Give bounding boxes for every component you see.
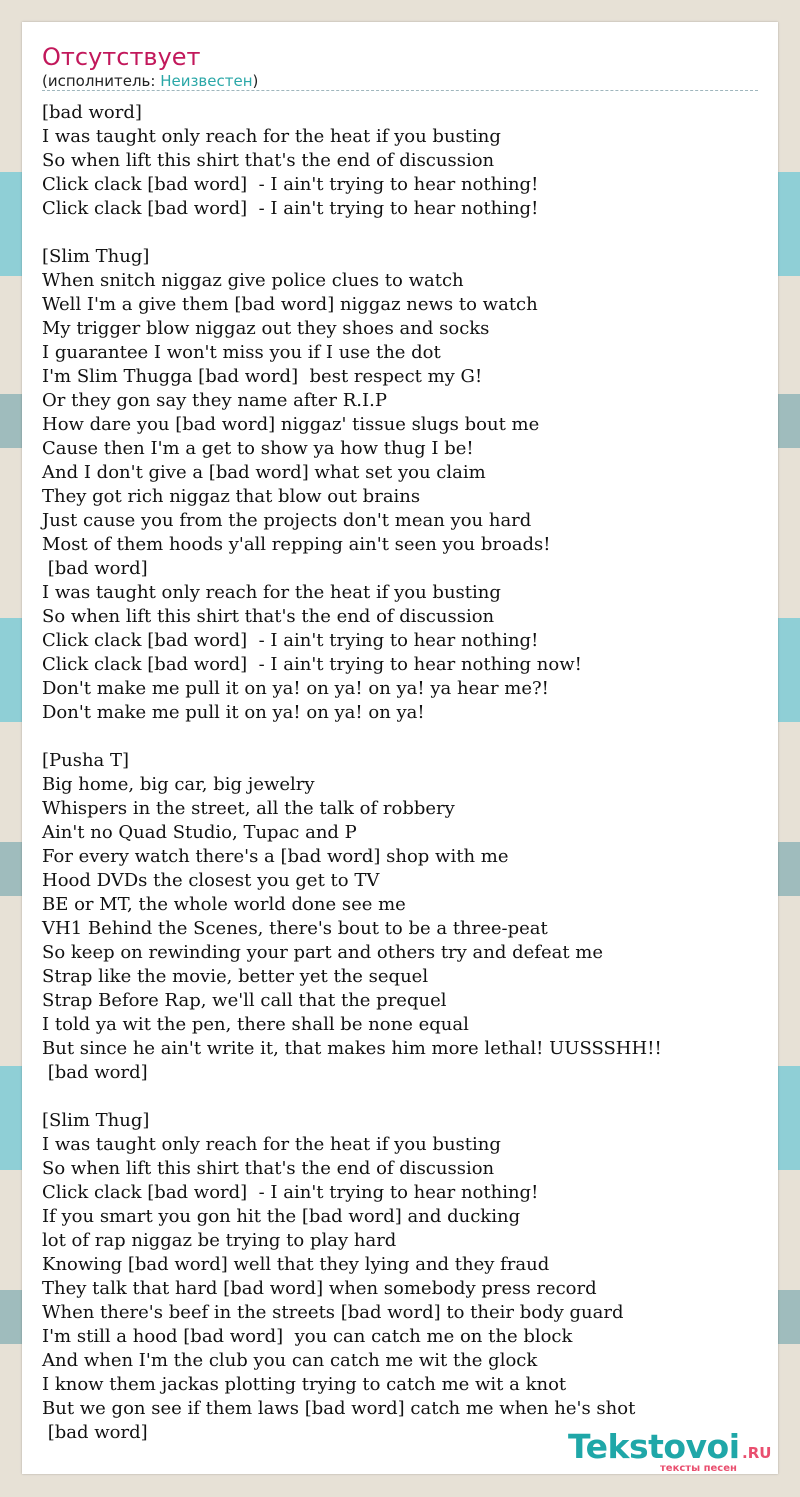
lyric-line: When there's beef in the streets [bad word] to their body guard	[42, 1302, 624, 1323]
lyric-line: Knowing [bad word] well that they lying and they fraud	[42, 1254, 550, 1275]
lyric-line: So keep on rewinding your part and others try and defeat me	[42, 942, 604, 963]
lyric-line: Click clack [bad word] - I ain't trying to hear nothing now!	[42, 654, 582, 675]
lyric-line: And when I'm the club you can catch me wit the glock	[42, 1350, 538, 1371]
lyric-line: But we gon see if them laws [bad word] catch me when he's shot	[42, 1398, 636, 1419]
lyric-line: lot of rap niggaz be trying to play hard	[42, 1230, 397, 1251]
lyric-line: I told ya wit the pen, there shall be none equal	[42, 1014, 469, 1035]
lyric-line: Cause then I'm a get to show ya how thug I be!	[42, 438, 474, 459]
song-title: Отсутствует	[42, 43, 201, 71]
lyric-line: Strap like the movie, better yet the sequel	[42, 966, 429, 987]
lyric-line: I was taught only reach for the heat if you busting	[42, 1134, 501, 1155]
lyric-line: [Slim Thug]	[42, 1110, 150, 1131]
lyric-line: Don't make me pull it on ya! on ya! on ya!	[42, 702, 425, 723]
lyric-line: Click clack [bad word] - I ain't trying to hear nothing!	[42, 174, 539, 195]
lyric-line: I'm Slim Thugga [bad word] best respect my G!	[42, 366, 483, 387]
lyric-line: VH1 Behind the Scenes, there's bout to be a three-peat	[42, 918, 548, 939]
lyric-line: Ain't no Quad Studio, Tupac and P	[42, 822, 357, 843]
artist-link[interactable]: Неизвестен	[160, 72, 253, 90]
lyric-line: Big home, big car, big jewelry	[42, 774, 315, 795]
lyric-line: Click clack [bad word] - I ain't trying to hear nothing!	[42, 630, 539, 651]
lyric-line	[42, 221, 762, 245]
lyric-line: BE or MT, the whole world done see me	[42, 894, 406, 915]
lyric-line: I was taught only reach for the heat if you busting	[42, 126, 501, 147]
lyric-line: Click clack [bad word] - I ain't trying to hear nothing!	[42, 198, 539, 219]
lyric-line: Most of them hoods y'all repping ain't seen you broads!	[42, 534, 551, 555]
lyric-line: Click clack [bad word] - I ain't trying to hear nothing!	[42, 1182, 539, 1203]
lyric-line: [bad word]	[42, 558, 148, 579]
lyric-line: I know them jackas plotting trying to catch me wit a knot	[42, 1374, 567, 1395]
lyrics-text	[42, 101, 762, 1445]
lyric-line: I was taught only reach for the heat if you busting	[42, 582, 501, 603]
lyric-line: [bad word]	[42, 1422, 148, 1443]
lyric-line: Hood DVDs the closest you get to TV	[42, 870, 380, 891]
lyrics-card	[22, 22, 778, 1474]
lyric-line: Strap Before Rap, we'll call that the prequel	[42, 990, 447, 1011]
logo-tagline: тексты песен	[660, 1463, 737, 1474]
lyric-line: [bad word]	[42, 102, 142, 123]
lyric-line: They talk that hard [bad word] when somebody press record	[42, 1278, 597, 1299]
lyric-line	[42, 1085, 762, 1109]
logo-suffix: .RU	[742, 1444, 772, 1462]
artist-suffix: )	[252, 72, 259, 90]
lyric-line: So when lift this shirt that's the end of discussion	[42, 150, 495, 171]
lyric-line: I'm still a hood [bad word] you can catch me on the block	[42, 1326, 573, 1347]
lyric-line: Whispers in the street, all the talk of robbery	[42, 798, 455, 819]
lyric-line: When snitch niggaz give police clues to watch	[42, 270, 464, 291]
lyric-line: So when lift this shirt that's the end of discussion	[42, 606, 495, 627]
lyric-line: My trigger blow niggaz out they shoes and socks	[42, 318, 490, 339]
lyric-line: Just cause you from the projects don't mean you hard	[42, 510, 532, 531]
lyric-line: How dare you [bad word] niggaz' tissue slugs bout me	[42, 414, 540, 435]
lyric-line: For every watch there's a [bad word] shop with me	[42, 846, 509, 867]
lyric-line: Don't make me pull it on ya! on ya! on ya! ya hear me?!	[42, 678, 549, 699]
logo-name: Tekstovoi	[568, 1427, 740, 1466]
lyric-line: They got rich niggaz that blow out brains	[42, 486, 421, 507]
lyric-line: [Slim Thug]	[42, 246, 150, 267]
lyric-line: I guarantee I won't miss you if I use the dot	[42, 342, 441, 363]
lyric-line: Or they gon say they name after R.I.P	[42, 390, 387, 411]
lyric-line: So when lift this shirt that's the end of discussion	[42, 1158, 495, 1179]
lyric-line: But since he ain't write it, that makes him more lethal! UUSSSHH!!	[42, 1038, 662, 1059]
lyric-line: And I don't give a [bad word] what set you claim	[42, 462, 486, 483]
lyric-line	[42, 725, 762, 749]
artist-line	[42, 72, 258, 90]
lyric-line: [Pusha T]	[42, 750, 130, 771]
lyric-line: Well I'm a give them [bad word] niggaz news to watch	[42, 294, 538, 315]
site-logo[interactable]	[568, 1427, 778, 1477]
artist-prefix: (исполнитель:	[42, 72, 161, 90]
lyric-line: If you smart you gon hit the [bad word] and ducking	[42, 1206, 521, 1227]
lyric-line: [bad word]	[42, 1062, 148, 1083]
header-divider	[42, 90, 758, 91]
